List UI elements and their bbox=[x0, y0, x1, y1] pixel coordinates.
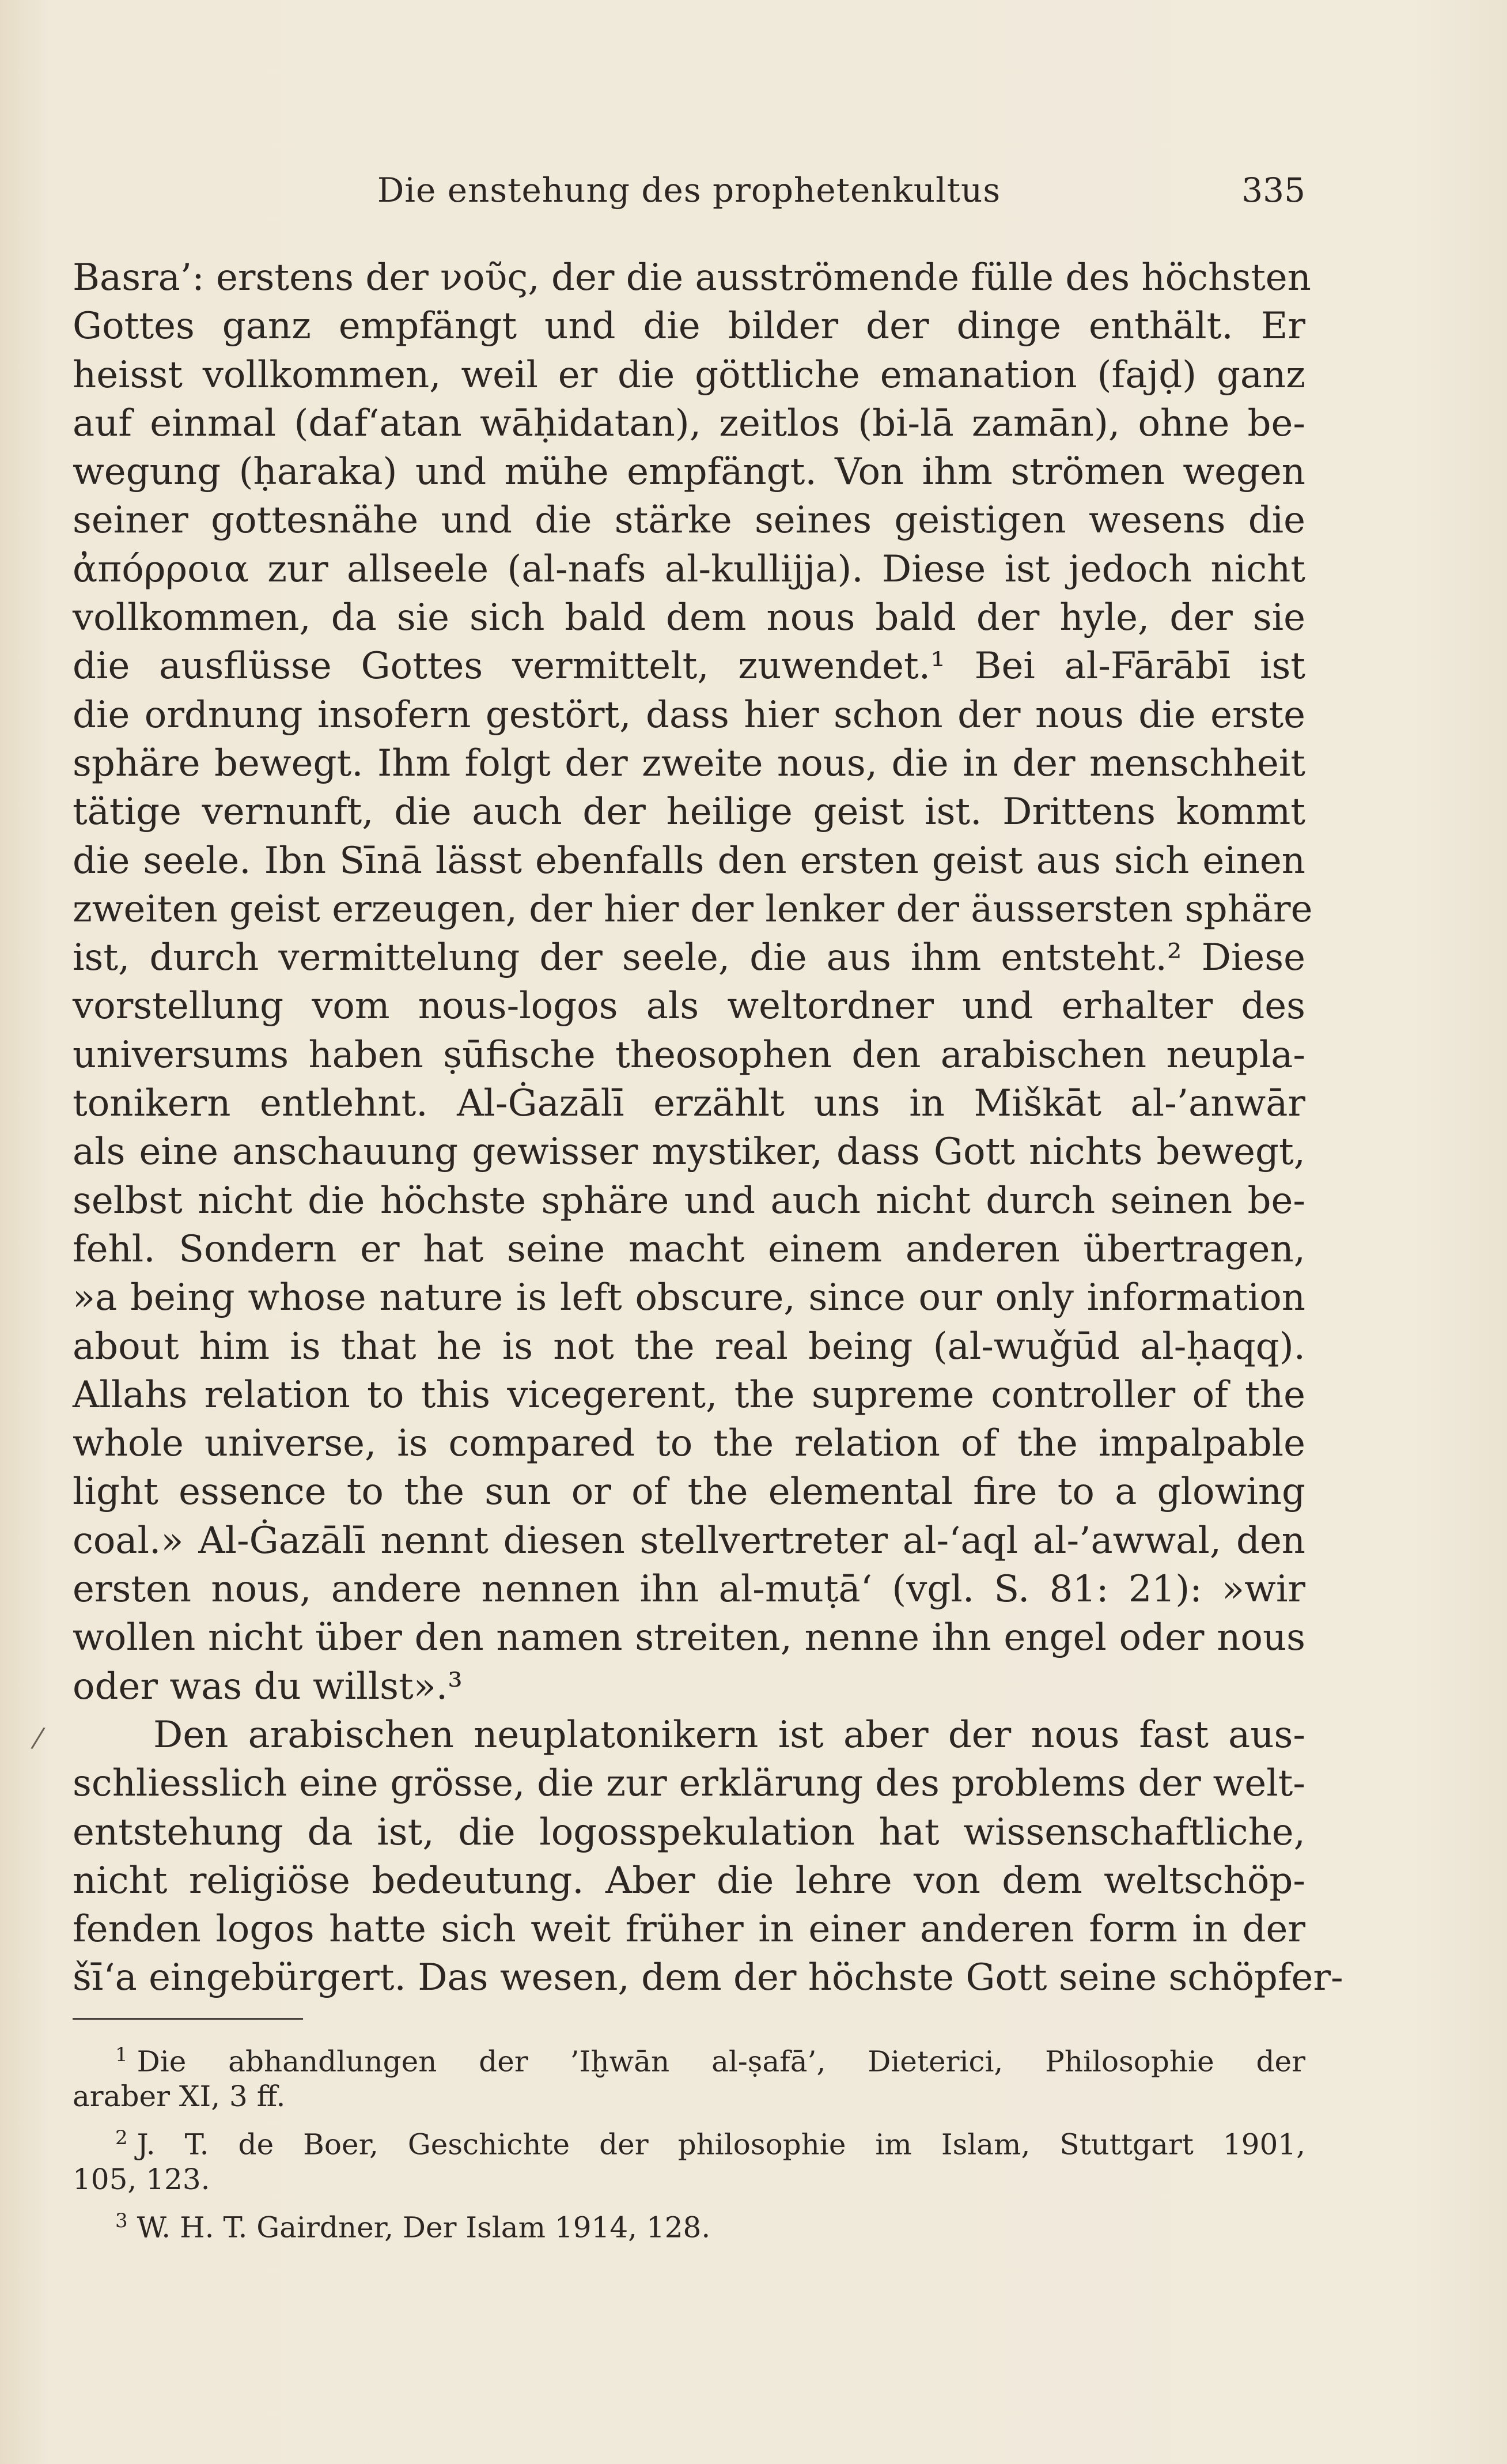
text-line: light essence to the sun or of the elemental fire to a glowing bbox=[73, 1471, 1305, 1514]
text-line: vollkommen, da sie sich bald dem nous bald der hyle, der sie bbox=[73, 596, 1305, 640]
text-line: tätige vernunft, die auch der heilige geist ist. Drittens kommt bbox=[73, 791, 1305, 834]
body-text bbox=[73, 254, 1343, 2002]
text-line: ist, durch vermittelung der seele, die aus ihm entsteht.² Diese bbox=[73, 936, 1305, 980]
text-line: schliesslich eine grösse, die zur erklärung des problems der welt- bbox=[73, 1762, 1305, 1805]
text-line: fenden logos hatte sich weit früher in einer anderen form in der bbox=[73, 1908, 1305, 1951]
footnote-line bbox=[73, 2200, 1305, 2242]
text-line: nicht religiöse bedeutung. Aber die lehre von dem weltschöp- bbox=[73, 1859, 1305, 1902]
paragraph-2 bbox=[73, 1711, 1343, 2002]
paragraph-1 bbox=[73, 254, 1313, 1711]
text-line: oder was du willst».³ bbox=[73, 1665, 463, 1708]
text-line: Basra’: erstens der νοῦς, der die ausströmende fülle des höchsten bbox=[73, 256, 1311, 299]
footnote-1 bbox=[73, 2034, 1305, 2117]
footnote-line: 105, 123. bbox=[73, 2163, 210, 2196]
text-line: sphäre bewegt. Ihm folgt der zweite nous, die in der menschheit bbox=[73, 742, 1305, 785]
text-line: die ausflüsse Gottes vermittelt, zuwendet.¹ Bei al-Fārābī ist bbox=[73, 645, 1305, 688]
text-line: zweiten geist erzeugen, der hier der lenker der äussersten sphäre bbox=[73, 887, 1313, 931]
footnote-text: W. H. T. Gairdner, Der Islam 1914, 128. bbox=[137, 2210, 711, 2244]
footnote-line bbox=[73, 2117, 1305, 2159]
text-line: die ordnung insofern gestört, dass hier schon der nous die erste bbox=[73, 693, 1305, 736]
pencil-mark-icon: ⁄ bbox=[36, 1723, 41, 1755]
text-line: tonikern entlehnt. Al-Ġazālī erzählt uns in Miškāt al-’anwār bbox=[73, 1082, 1305, 1125]
page-header bbox=[73, 171, 1305, 217]
footnote-number: 2 bbox=[115, 2126, 128, 2149]
text-line: auf einmal (daf‘atan wāḥidatan), zeitlos (bi-lā zamān), ohne be- bbox=[73, 402, 1305, 445]
text-line: universums haben ṣūfische theosophen den arabischen neupla- bbox=[73, 1033, 1305, 1076]
footnote-text: Die abhandlungen der ’Iḫwān al-ṣafā’, Dieterici, Philosophie der bbox=[137, 2044, 1305, 2078]
text-line: Den arabischen neuplatonikern ist aber der nous fast aus- bbox=[153, 1713, 1305, 1756]
text-line: »a being whose nature is left obscure, since our only information bbox=[73, 1276, 1305, 1320]
running-title: Die enstehung des prophetenkultus bbox=[377, 171, 1001, 210]
text-line: wollen nicht über den namen streiten, nenne ihn engel oder nous bbox=[73, 1616, 1305, 1660]
footnote-2 bbox=[73, 2117, 1305, 2200]
footnote-rule bbox=[73, 2018, 303, 2020]
text-line: selbst nicht die höchste sphäre und auch nicht durch seinen be- bbox=[73, 1179, 1305, 1222]
text-line: seiner gottesnähe und die stärke seines geistigen wesens die bbox=[73, 499, 1305, 542]
footnote-number: 1 bbox=[115, 2043, 128, 2066]
text-line: entstehung da ist, die logosspekulation hat wissenschaftliche, bbox=[73, 1811, 1305, 1854]
text-line: Allahs relation to this vicegerent, the supreme controller of the bbox=[73, 1373, 1305, 1416]
text-line: Gottes ganz empfängt und die bilder der dinge enthält. Er bbox=[73, 305, 1305, 348]
text-line: fehl. Sondern er hat seine macht einem anderen übertragen, bbox=[73, 1227, 1305, 1271]
footnotes bbox=[73, 2034, 1305, 2242]
text-line: ἀπόρροια zur allseele (al-nafs al-kullijja). Diese ist jedoch nicht bbox=[73, 547, 1305, 591]
page-number: 335 bbox=[1241, 171, 1305, 210]
text-line: coal.» Al-Ġazālī nennt diesen stellvertreter al-‘aql al-’awwal, den bbox=[73, 1519, 1305, 1562]
footnote-3 bbox=[73, 2200, 1305, 2242]
text-line: heisst vollkommen, weil er die göttliche emanation (fajḍ) ganz bbox=[73, 353, 1305, 396]
text-line: vorstellung vom nous-logos als weltordner und erhalter des bbox=[73, 985, 1305, 1028]
text-line: whole universe, is compared to the relation of the impalpable bbox=[73, 1422, 1305, 1465]
footnote-line bbox=[73, 2034, 1305, 2076]
footnote-number: 3 bbox=[115, 2209, 128, 2232]
text-line: ersten nous, andere nennen ihn al-muṭā‘ (vgl. S. 81: 21): »wir bbox=[73, 1568, 1305, 1611]
text-line: šī‘a eingebürgert. Das wesen, dem der höchste Gott seine schöpfer- bbox=[73, 1956, 1343, 2000]
text-line: als eine anschauung gewisser mystiker, dass Gott nichts bewegt, bbox=[73, 1131, 1305, 1174]
text-line: die seele. Ibn Sīnā lässt ebenfalls den ersten geist aus sich einen bbox=[73, 839, 1305, 882]
text-line: about him is that he is not the real being (al-wuǧūd al-ḥaqq). bbox=[73, 1325, 1305, 1368]
text-line: wegung (ḥaraka) und mühe empfängt. Von ihm strömen wegen bbox=[73, 451, 1305, 494]
footnote-line: araber XI, 3 ff. bbox=[73, 2080, 286, 2113]
footnote-text: J. T. de Boer, Geschichte der philosophie im Islam, Stuttgart 1901, bbox=[137, 2127, 1305, 2161]
